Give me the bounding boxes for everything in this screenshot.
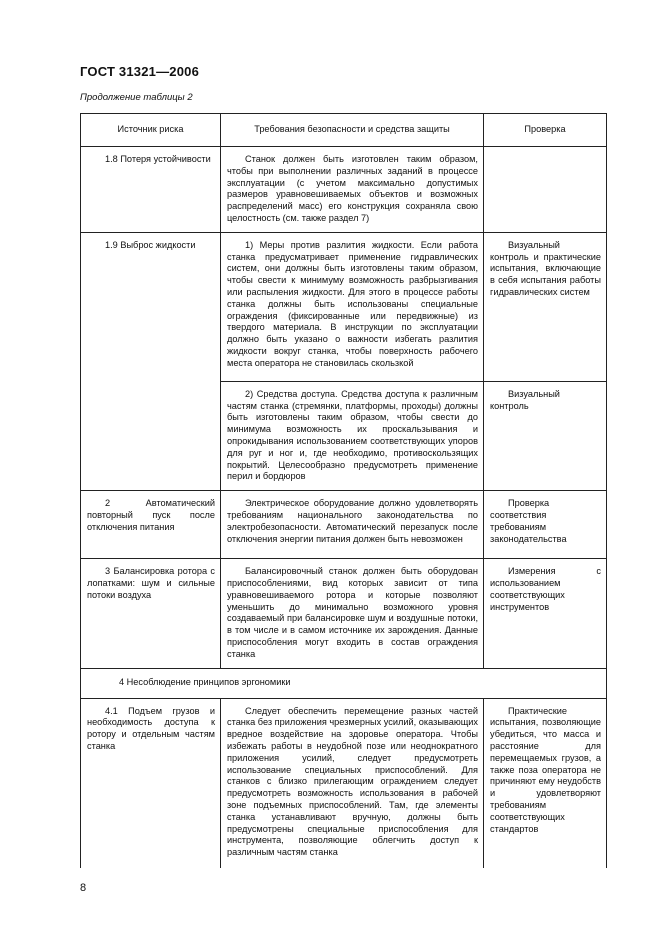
row-requirements: Следует обеспечить перемещение разных частей станка без приложения чрезмерных усилий, оказывающих вредное воздействие на здоровье оператора. Чтобы избежать работы в неудобной позе или неоднократного приложения усилий, следует предусмотреть использование специальных приспособлений. Для станков с близко прилегающим ограждением следует предусмотреть возможность использования в рабочей зоне подъемных приспособлений. Там, где элементы станка устанавливают вручную, должны быть предусмотрены специальные приспособления для инструмента, позволяющие облегчить доступ к различным частям станка (221, 698, 484, 868)
row-requirements: 1) Меры против разлития жидкости. Если работа станка предусматривает применение гидравлических систем, они должны быть изготовлены таким образом, чтобы свести к минимуму возможность разбрызгивания или распыления жидкости. Для этого в процессе работы станка должны быть использованы специальные ограждения (фиксированные или передвижные) из твердого материала. В инструкции по эксплуатации должно быть указано о важности избегать разлития жидкости вокруг станка, чтобы поверхность рабочего места оператора не становилась скользкой (221, 232, 484, 381)
row-verification: Практические испытания, позволяющие убедиться, что масса и расстояние для перемещаемых грузов, а также поза оператора не причиняют ему неудобств и удовлетворяют требованиям соответствующих стандартов (484, 698, 607, 868)
row-source: 3 Балансировка ротора с лопатками: шум и сильные потоки воздуха (81, 559, 221, 668)
row-verification: Проверка соответствия требованиям законодательства (484, 491, 607, 559)
section-heading: 4 Несоблюдение принципов эргономики (81, 668, 607, 698)
row-requirements: Балансировочный станок должен быть оборудован приспособлениями, вид которых зависит от типа уравновешиваемого ротора и которые позволяют уменьшить до минимально возможного уровня создаваемый при балансировке шум и воздушные потоки, в том числе и в самом источнике их зарождения. Данные приспособления могут входить в состав ограждения станка (221, 559, 484, 668)
risk-table (80, 113, 607, 868)
row-requirements: Электрическое оборудование должно удовлетворять требованиям национального законодательства по электробезопасности. Автоматический перезапуск после отключения энергии питания должен быть невозможен (221, 491, 484, 559)
page-number: 8 (80, 882, 87, 894)
document-title: ГОСТ 31321—2006 (80, 64, 199, 79)
row-source: 1.9 Выброс жидкости (81, 232, 221, 490)
header-verification: Проверка (484, 114, 607, 147)
table-row (81, 698, 607, 868)
header-source: Источник риска (81, 114, 221, 147)
table-header-row (81, 114, 607, 147)
row-verification: Визуальный контроль (484, 381, 607, 490)
table-continuation-caption: Продолжение таблицы 2 (80, 92, 193, 103)
row-requirements: Станок должен быть изготовлен таким образом, чтобы при выполнении различных заданий в процессе эксплуатации (с учетом максимально допустимых размеров уравновешиваемых объектов и возможных распределений масс) его конструкция сохраняла свою целостность (см. также раздел 7) (221, 147, 484, 233)
row-verification (484, 147, 607, 233)
row-source: 2 Автоматический повторный пуск после отключения питания (81, 491, 221, 559)
row-verification: Визуальный контроль и практические испытания, включающие в себя испытания работы гидравлических систем (484, 232, 607, 381)
table-row (81, 491, 607, 559)
table-row (81, 559, 607, 668)
row-source: 1.8 Потеря устойчивости (81, 147, 221, 233)
header-requirements: Требования безопасности и средства защиты (221, 114, 484, 147)
table-row (81, 232, 607, 381)
row-verification: Измерения с использованием соответствующих инструментов (484, 559, 607, 668)
table-row (81, 147, 607, 233)
row-source: 4.1 Подъем грузов и необходимость доступа к ротору и отдельным частям станка (81, 698, 221, 868)
table-section-row (81, 668, 607, 698)
row-requirements: 2) Средства доступа. Средства доступа к различным частям станка (стремянки, платформы, проходы) должны быть изготовлены таким образом, чтобы свести до минимума возможность их проскальзывания и опрокидывания использованием соответствующих упоров для руг и ног и, где необходимо, противоскользящих покрытий. Целесообразно предусмотреть применение перил и бордюров (221, 381, 484, 490)
